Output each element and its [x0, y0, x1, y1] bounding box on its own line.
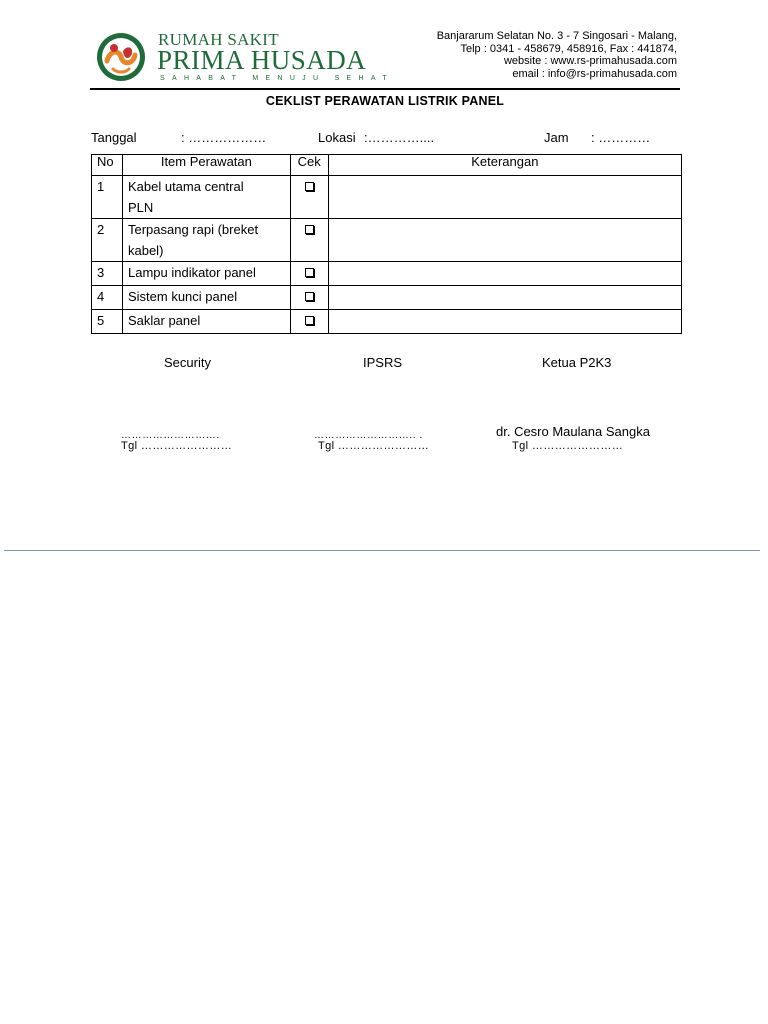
- table-row: [92, 262, 682, 286]
- header-divider: [90, 88, 680, 90]
- page-title: CEKLIST PERAWATAN LISTRIK PANEL: [265, 94, 505, 108]
- contact-email: email : info@rs-primahusada.com: [512, 67, 677, 80]
- row-item: [122, 176, 290, 219]
- column-header-keterangan: Keterangan: [328, 155, 681, 176]
- signature-name-ketua: dr. Cesro Maulana Sangka: [496, 424, 650, 439]
- checkbox-icon[interactable]: [305, 225, 314, 234]
- row-number: 2: [92, 219, 123, 262]
- table-row: [92, 310, 682, 334]
- row-item: Sistem kunci panel: [122, 286, 290, 310]
- checkbox-icon[interactable]: [305, 316, 314, 325]
- row-cek: [290, 262, 328, 286]
- signature-role-ipsrs: IPSRS: [363, 355, 403, 370]
- checkbox-icon[interactable]: [305, 292, 314, 301]
- signature-line-ipsrs[interactable]: ……………………….. .: [314, 430, 423, 441]
- logo-line-prima-husada: PRIMA HUSADA: [157, 45, 367, 75]
- tanggal-field[interactable]: : ………………: [181, 130, 267, 145]
- row-number: 3: [92, 262, 123, 286]
- table-row: [92, 286, 682, 310]
- logo-tagline: SAHABAT MENUJU SEHAT: [160, 75, 394, 82]
- row-cek: [290, 286, 328, 310]
- table-row: [92, 219, 682, 262]
- signature-line-security[interactable]: ……………………….: [121, 430, 220, 441]
- row-number: 5: [92, 310, 123, 334]
- signature-role-security: Security: [164, 355, 211, 370]
- row-item-line: Kabel utama central: [127, 179, 244, 194]
- row-number: 4: [92, 286, 123, 310]
- page-divider: [4, 550, 760, 551]
- column-header-cek: Cek: [290, 155, 328, 176]
- row-keterangan[interactable]: [328, 310, 681, 334]
- jam-field[interactable]: : …………: [591, 130, 651, 145]
- contact-website: website : www.rs-primahusada.com: [503, 55, 677, 67]
- signature-date-ketua[interactable]: Tgl ……………………: [512, 440, 624, 452]
- signature-date-ipsrs[interactable]: Tgl ……………………: [318, 440, 430, 452]
- rumah-sakit-logo-icon: [93, 31, 149, 83]
- logo-line-rumah-sakit: RUMAH SAKIT: [158, 30, 279, 49]
- contact-block: [437, 30, 677, 80]
- signature-date-security[interactable]: Tgl ……………………: [121, 440, 233, 452]
- jam-label: Jam: [544, 130, 569, 145]
- row-item: Lampu indikator panel: [122, 262, 290, 286]
- row-cek: [290, 176, 328, 219]
- column-header-no: No: [92, 155, 123, 176]
- signature-role-ketua: Ketua P2K3: [542, 355, 612, 370]
- table-row: [92, 176, 682, 219]
- row-keterangan[interactable]: [328, 176, 681, 219]
- tanggal-label: Tanggal: [91, 130, 137, 145]
- row-item: Saklar panel: [122, 310, 290, 334]
- row-item: [122, 219, 290, 262]
- column-header-item: Item Perawatan: [122, 155, 290, 176]
- row-keterangan[interactable]: [328, 219, 681, 262]
- row-item-line: Terpasang rapi (breket: [127, 222, 259, 237]
- row-cek: [290, 310, 328, 334]
- row-keterangan[interactable]: [328, 286, 681, 310]
- table-header-row: [92, 155, 682, 176]
- lokasi-label: Lokasi: [318, 130, 356, 145]
- checklist-table: [91, 154, 682, 334]
- checkbox-icon[interactable]: [305, 268, 314, 277]
- checkbox-icon[interactable]: [305, 182, 314, 191]
- contact-address: Banjararum Selatan No. 3 - 7 Singosari - Malang,: [436, 30, 677, 42]
- row-keterangan[interactable]: [328, 262, 681, 286]
- row-cek: [290, 219, 328, 262]
- lokasi-field[interactable]: :…………....: [364, 130, 435, 145]
- row-number: 1: [92, 176, 123, 219]
- row-item-line: kabel): [127, 243, 164, 258]
- document-header: [0, 0, 768, 90]
- row-item-line: PLN: [127, 200, 154, 215]
- contact-phone: Telp : 0341 - 458679, 458916, Fax : 441874,: [460, 42, 677, 55]
